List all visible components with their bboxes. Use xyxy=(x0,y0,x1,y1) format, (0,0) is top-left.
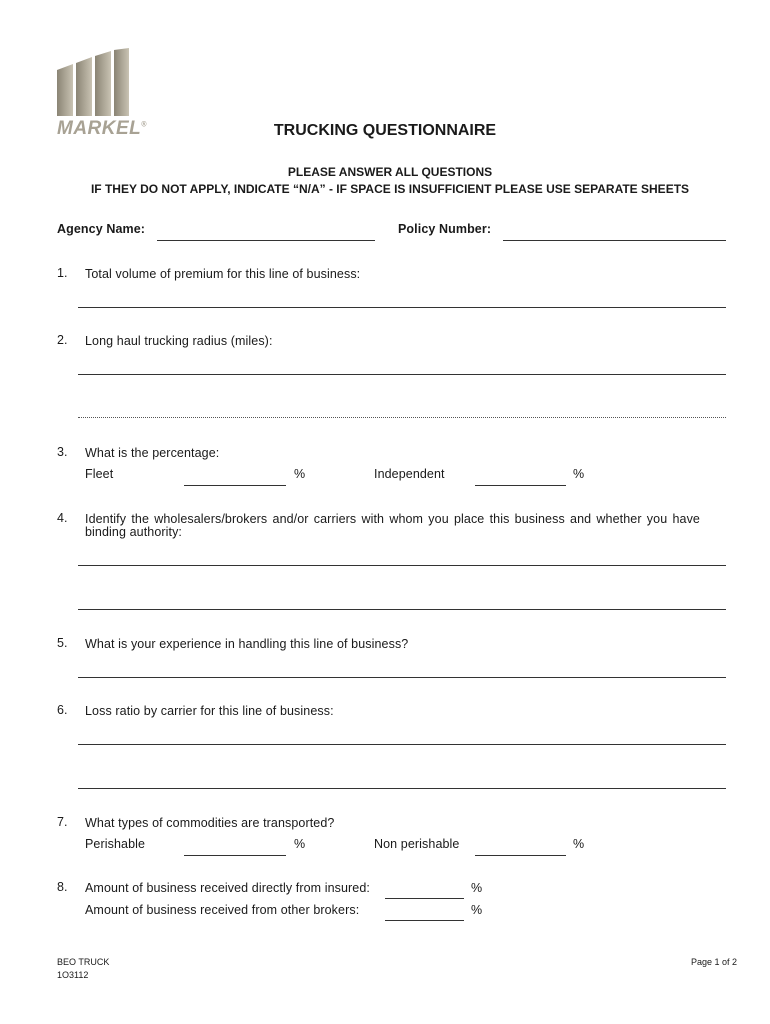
brokers-business-label: Amount of business received from other brokers: xyxy=(85,903,360,917)
agency-name-underline xyxy=(157,240,375,241)
brokers-business-percentage-field[interactable] xyxy=(385,920,464,921)
question-2-answer-line-1[interactable] xyxy=(78,374,726,375)
question-5-number: 5. xyxy=(57,636,68,650)
question-1-answer-line[interactable] xyxy=(78,307,726,308)
fleet-percent-sign: % xyxy=(294,467,306,481)
agency-name-field[interactable] xyxy=(157,222,375,239)
non-perishable-label: Non perishable xyxy=(374,837,460,851)
question-4-text-line-1: Identify the wholesalers/brokers and/or carriers with whom you place this business and whether you have xyxy=(85,512,700,526)
question-4-number: 4. xyxy=(57,511,68,525)
question-2-text: Long haul trucking radius (miles): xyxy=(85,334,273,348)
question-7-number: 7. xyxy=(57,815,68,829)
policy-number-underline xyxy=(503,240,726,241)
direct-business-percent-sign: % xyxy=(471,881,483,895)
markel-logo-text: MARKEL® xyxy=(57,118,147,139)
question-3-text: What is the percentage: xyxy=(85,446,220,460)
question-1-text: Total volume of premium for this line of business: xyxy=(85,267,361,281)
question-7-text: What types of commodities are transported? xyxy=(85,816,335,830)
direct-business-percentage-field[interactable] xyxy=(385,898,464,899)
question-3-number: 3. xyxy=(57,445,68,459)
footer-form-name: BEO TRUCK xyxy=(57,957,110,967)
question-2-number: 2. xyxy=(57,333,68,347)
independent-percentage-field[interactable] xyxy=(475,485,566,486)
question-5-text: What is your experience in handling this line of business? xyxy=(85,637,409,651)
perishable-percent-sign: % xyxy=(294,837,306,851)
question-5-answer-line[interactable] xyxy=(78,677,726,678)
independent-percent-sign: % xyxy=(573,467,585,481)
non-perishable-percentage-field[interactable] xyxy=(475,855,566,856)
perishable-label: Perishable xyxy=(85,837,146,851)
question-4-answer-line-2[interactable] xyxy=(78,609,726,610)
question-4-answer-line-1[interactable] xyxy=(78,565,726,566)
footer-page-number: Page 1 of 2 xyxy=(690,957,737,967)
agency-name-label: Agency Name: xyxy=(57,222,146,236)
question-4-text-line-2: binding authority: xyxy=(85,525,183,539)
question-6-answer-line-1[interactable] xyxy=(78,744,726,745)
markel-logo-mark xyxy=(57,48,131,116)
page-title: TRUCKING QUESTIONNAIRE xyxy=(273,122,497,139)
instruction-line-1: PLEASE ANSWER ALL QUESTIONS xyxy=(287,165,493,179)
direct-business-label: Amount of business received directly from insured: xyxy=(85,881,370,895)
policy-number-field[interactable] xyxy=(503,222,726,239)
footer-form-code: 1O3112 xyxy=(57,970,89,980)
question-2-answer-line-2[interactable] xyxy=(78,417,726,418)
fleet-label: Fleet xyxy=(85,467,114,481)
non-perishable-percent-sign: % xyxy=(573,837,585,851)
question-1-number: 1. xyxy=(57,266,68,280)
instruction-line-2: IF THEY DO NOT APPLY, INDICATE “N/A” - IF SPACE IS INSUFFICIENT PLEASE USE SEPARATE SHEETS xyxy=(90,182,690,196)
policy-number-label: Policy Number: xyxy=(398,222,492,236)
question-8-number: 8. xyxy=(57,880,68,894)
brokers-business-percent-sign: % xyxy=(471,903,483,917)
perishable-percentage-field[interactable] xyxy=(184,855,286,856)
fleet-percentage-field[interactable] xyxy=(184,485,286,486)
independent-label: Independent xyxy=(374,467,445,481)
question-6-text: Loss ratio by carrier for this line of business: xyxy=(85,704,334,718)
question-6-answer-line-2[interactable] xyxy=(78,788,726,789)
question-6-number: 6. xyxy=(57,703,68,717)
